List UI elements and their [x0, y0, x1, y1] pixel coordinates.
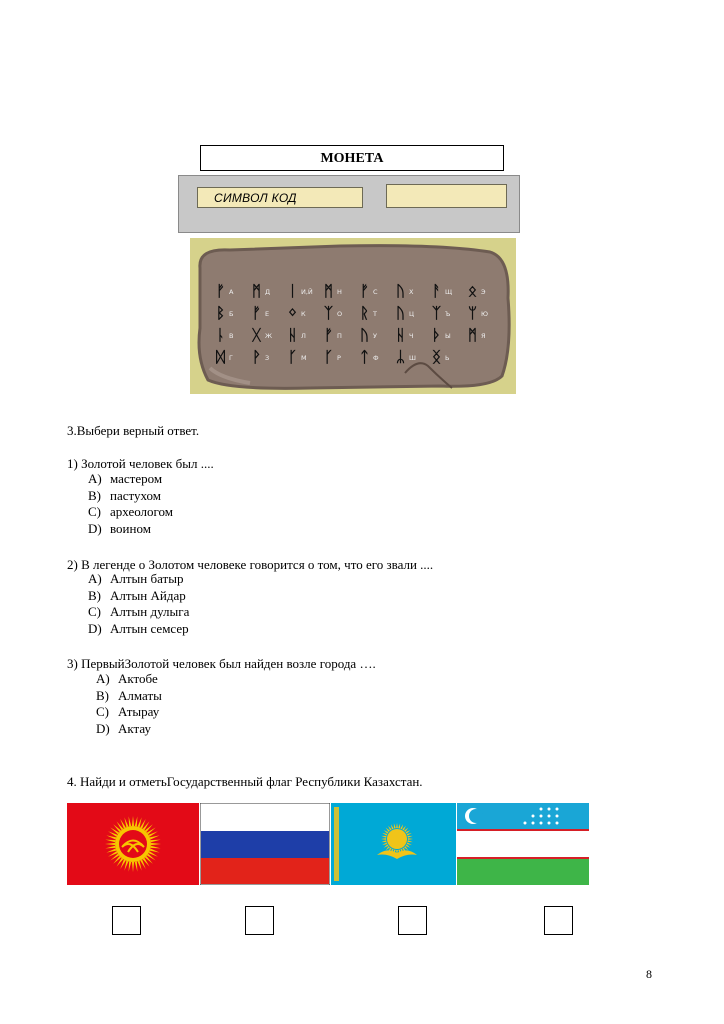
- kyrgyzstan-flag-image[interactable]: [67, 803, 199, 885]
- star-mark: [548, 808, 551, 811]
- option-letter: B): [88, 587, 101, 603]
- rune-letter: Т: [373, 310, 377, 318]
- option-b[interactable]: [88, 588, 189, 605]
- rune-glyph: ᚦ: [432, 326, 442, 344]
- option-text: Алтын батыр: [110, 571, 184, 586]
- rune-glyph: ᛟ: [468, 282, 478, 300]
- rune-letter: А: [229, 288, 234, 296]
- option-letter: D): [88, 620, 102, 636]
- rune-glyph: ᚠ: [324, 326, 334, 344]
- section3-heading: 3.Выбери верный ответ.: [67, 423, 200, 438]
- star-mark: [556, 808, 559, 811]
- option-letter: D): [88, 520, 102, 536]
- option-text: Актобе: [118, 671, 158, 686]
- rune-letter: Ь: [445, 354, 450, 362]
- checkbox-flag-1[interactable]: [112, 906, 141, 935]
- rune-glyph: ᚠ: [252, 304, 262, 322]
- rune-glyph: ᚱ: [360, 304, 370, 322]
- rune-letter: Ч: [409, 332, 414, 340]
- rune-glyph: ᚺ: [288, 326, 298, 344]
- coin-panel: [178, 175, 520, 233]
- checkbox-flag-3[interactable]: [398, 906, 427, 935]
- rune-glyph: ᛘ: [468, 304, 478, 322]
- star-mark: [532, 822, 535, 825]
- checkbox-flag-2[interactable]: [245, 906, 274, 935]
- rune-letter: Ц: [409, 310, 415, 318]
- rune-glyph: ᚢ: [396, 304, 406, 322]
- option-text: Алтын Айдар: [110, 587, 186, 603]
- rune-glyph: ᚠ: [360, 282, 370, 300]
- question-1-text: 1) Золотой человек был ....: [67, 456, 214, 471]
- option-text: Алматы: [118, 687, 162, 703]
- option-letter: A): [96, 671, 110, 686]
- rune-glyph: ᚷ: [252, 326, 262, 344]
- rune-letter: Э: [481, 288, 486, 296]
- rune-letter: О: [337, 310, 343, 318]
- rune-glyph: ᛗ: [252, 282, 262, 300]
- star-mark: [540, 822, 543, 825]
- rune-letter: З: [265, 354, 270, 362]
- option-letter: B): [88, 487, 101, 503]
- rune-glyph: ᚺ: [396, 326, 406, 344]
- option-a[interactable]: [96, 671, 162, 688]
- rune-letter: И,Й: [301, 288, 313, 296]
- question-2-text: 2) В легенде о Золотом человеке говорится о том, что его звали ....: [67, 557, 434, 572]
- rune-alphabet-stone-image: [190, 238, 516, 394]
- star-mark: [556, 815, 559, 818]
- option-text: Атырау: [118, 704, 160, 719]
- rune-letter: К: [301, 310, 306, 318]
- option-a[interactable]: [88, 471, 173, 488]
- rune-glyph: ᚿ: [216, 326, 226, 344]
- rune-letter: Н: [337, 288, 342, 296]
- rune-glyph: ᛒ: [216, 304, 226, 322]
- rune-glyph: ᛁ: [288, 282, 298, 300]
- rune-letter: Л: [301, 332, 306, 340]
- rune-glyph: ᚢ: [360, 326, 370, 344]
- rune-glyph: ᚴ: [324, 348, 334, 366]
- star-mark: [540, 815, 543, 818]
- rune-letter: Ж: [265, 332, 273, 340]
- rune-letter: Р: [337, 354, 341, 362]
- uzbekistan-flag-image[interactable]: [457, 803, 589, 885]
- page-number: 8: [646, 967, 652, 981]
- rune-letter: Щ: [445, 288, 453, 296]
- rune-letter: В: [229, 332, 234, 340]
- star-mark: [532, 815, 535, 818]
- checkbox-flag-4[interactable]: [544, 906, 573, 935]
- option-c[interactable]: [88, 604, 189, 621]
- option-text: Алтын семсер: [110, 620, 189, 636]
- star-mark: [524, 822, 527, 825]
- rune-glyph: ᛞ: [216, 348, 226, 366]
- question-1-options: [88, 471, 173, 537]
- option-text: археологом: [110, 504, 174, 519]
- option-d[interactable]: [96, 721, 162, 738]
- option-letter: D): [96, 720, 110, 736]
- rune-letter: П: [337, 332, 342, 340]
- rune-letter: Г: [229, 354, 233, 362]
- rune-glyph: ᚢ: [396, 282, 406, 300]
- star-mark: [556, 822, 559, 825]
- option-letter: A): [88, 571, 102, 586]
- section4-heading: 4. Найди и отметьГосударственный флаг Республики Казахстан.: [67, 774, 423, 789]
- rune-glyph: ᛜ: [288, 304, 298, 322]
- option-a[interactable]: [88, 571, 189, 588]
- option-text: Актау: [118, 720, 151, 736]
- star-mark: [548, 815, 551, 818]
- rune-letter: Ъ: [445, 310, 451, 318]
- option-c[interactable]: [96, 704, 162, 721]
- star-mark: [548, 822, 551, 825]
- rune-glyph: ᛉ: [432, 304, 442, 322]
- question-3-text: 3) ПервыйЗолотой человек был найден возле города ….: [67, 656, 376, 671]
- rune-glyph: ᚹ: [252, 348, 262, 366]
- rune-letter: Е: [265, 310, 270, 318]
- option-text: мастером: [110, 471, 163, 486]
- star-mark: [540, 808, 543, 811]
- rune-glyph: ᛏ: [360, 348, 370, 366]
- rune-letter: Ф: [373, 354, 379, 362]
- code-input-box[interactable]: [386, 184, 507, 208]
- rune-glyph: ᛦ: [396, 348, 406, 366]
- symbol-code-label: СИМВОЛ КОД: [197, 187, 363, 208]
- option-letter: C): [96, 704, 109, 719]
- rune-glyph: ᛗ: [468, 326, 478, 344]
- option-text: воином: [110, 520, 151, 536]
- rune-letter: Ы: [445, 332, 451, 340]
- rune-glyph: ᚠ: [216, 282, 226, 300]
- question-3-options: [96, 671, 162, 737]
- option-d[interactable]: [88, 521, 173, 538]
- coin-title-box: МОНЕТА: [200, 145, 504, 171]
- option-d[interactable]: [88, 621, 189, 638]
- rune-letter: Ю: [481, 310, 489, 318]
- option-letter: A): [88, 471, 102, 486]
- option-letter: B): [96, 687, 109, 703]
- option-b[interactable]: [88, 488, 173, 505]
- rune-glyph: ᛗ: [324, 282, 334, 300]
- option-letter: C): [88, 504, 101, 519]
- rune-letter: У: [373, 332, 377, 340]
- option-c[interactable]: [88, 504, 173, 521]
- option-text: Алтын дулыга: [110, 604, 190, 619]
- rune-letter: Ш: [409, 354, 416, 362]
- rune-glyph: ᛉ: [324, 304, 334, 322]
- rune-letter: Х: [409, 288, 414, 296]
- rune-glyph: ᛝ: [432, 348, 442, 366]
- rune-letter: Б: [229, 310, 234, 318]
- rune-glyph: ᚴ: [288, 348, 298, 366]
- russia-flag-image[interactable]: [200, 803, 330, 885]
- rune-letter: М: [301, 354, 307, 362]
- question-2-options: [88, 571, 189, 637]
- kazakhstan-flag-image[interactable]: [331, 803, 456, 885]
- option-b[interactable]: [96, 688, 162, 705]
- option-text: пастухом: [110, 487, 161, 503]
- rune-letter: Я: [481, 332, 486, 340]
- rune-letter: С: [373, 288, 378, 296]
- rune-glyph: ᚨ: [432, 282, 442, 300]
- rune-letter: Д: [265, 288, 271, 296]
- option-letter: C): [88, 604, 101, 619]
